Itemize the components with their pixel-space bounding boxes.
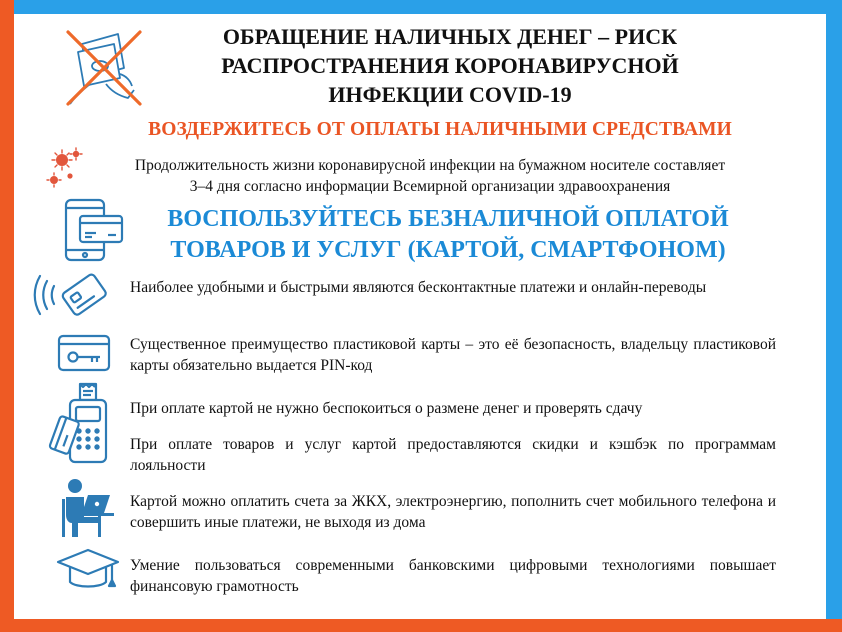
smartphone-card-icon [58, 196, 128, 266]
contactless-card-icon [32, 266, 112, 324]
recommend-heading-line: ТОВАРОВ И УСЛУГ (КАРТОЙ, СМАРТФОНОМ) [170, 237, 726, 263]
title-line: ОБРАЩЕНИЕ НАЛИЧНЫХ ДЕНЕГ – РИСК [222, 24, 678, 49]
recommend-heading [138, 204, 758, 266]
info-item: Картой можно оплатить счета за ЖКХ, электроэнергию, пополнить счет мобильного телефона и совершить иные платежи, не выходя из дома [130, 493, 776, 531]
info-item: Существенное преимущество пластиковой карты – это её безопасность, владельцу пластиковой карты обязательно выдается PIN-код [130, 336, 776, 374]
title-line: РАСПРОСТРАНЕНИЯ КОРОНАВИРУСНОЙ [221, 53, 679, 78]
page-title [150, 22, 750, 109]
graduation-cap-icon [54, 546, 122, 594]
info-item: Умение пользоваться современными банковскими цифровыми технологиями повышает финансовую грамотность [130, 557, 776, 595]
frame-border-orange-bottom [0, 619, 842, 632]
frame-border-blue-right [826, 0, 842, 619]
warning-heading: ВОЗДЕРЖИТЕСЬ ОТ ОПЛАТЫ НАЛИЧНЫМИ СРЕДСТВАМИ [148, 119, 732, 140]
virus-info-line: Продолжительность жизни коронавирусной инфекции на бумажном носителе составляет [134, 157, 726, 174]
recommend-heading-line: ВОСПОЛЬЗУЙТЕСЬ БЕЗНАЛИЧНОЙ ОПЛАТОЙ [167, 206, 729, 232]
crossed-cash-icon [60, 24, 148, 112]
bank-card-icon [56, 332, 112, 376]
info-item: При оплате картой не нужно беспокоиться о размене денег и проверять сдачу [130, 400, 643, 417]
frame-border-blue-top [14, 0, 842, 14]
info-item: При оплате товаров и услуг картой предоставляются скидки и кэшбэк по программам лояльности [130, 436, 776, 474]
person-at-laptop-icon [58, 477, 116, 539]
frame-border-orange-left [0, 0, 14, 632]
payment-terminal-icon [46, 380, 118, 466]
title-line: ИНФЕКЦИИ COVID-19 [328, 82, 572, 107]
info-item: Наиболее удобными и быстрыми являются бесконтактные платежи и онлайн-переводы [130, 279, 707, 296]
virus-info-text [80, 155, 780, 197]
virus-info-line: 3–4 дня согласно информации Всемирной организации здравоохранения [189, 178, 671, 195]
